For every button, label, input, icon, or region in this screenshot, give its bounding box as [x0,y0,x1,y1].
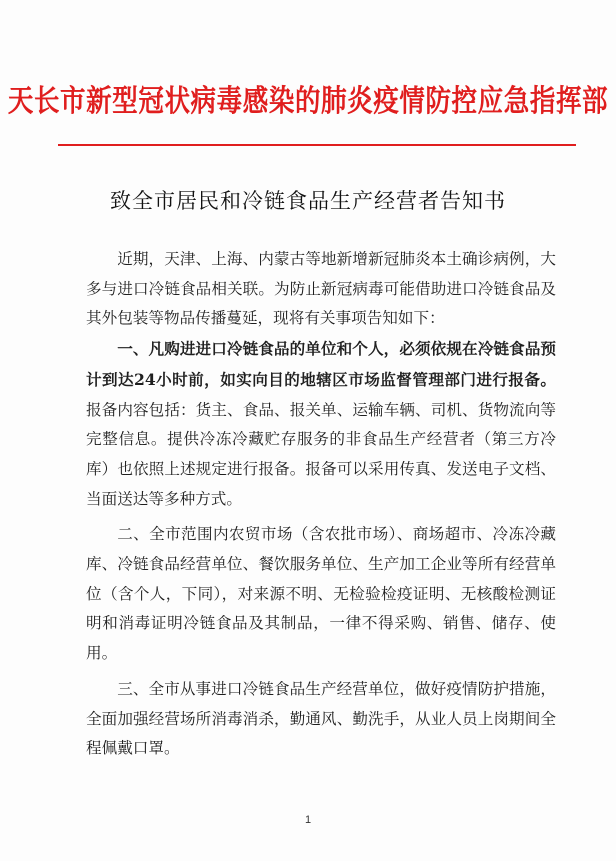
section-2-paragraph: 二、全市范围内农贸市场（含农批市场）、商场超市、冷冻冷藏库、冷链食品经营单位、餐饮服务单位、生产加工企业等所有经营单位（含个人，下同），对来源不明、无检验检疫证明、无核酸检测证明和消毒证明冷链食品及其制品，一律不得采购、销售、储存、使用。 [86,525,556,663]
document-title: 致全市居民和冷链食品生产经营者告知书 [110,189,506,213]
section-1-text: 报备内容包括：货主、食品、报关单、运输车辆、司机、货物流向等完整信息。提供冷冻冷藏贮存服务的非食品生产经营者（第三方冷库）也依照上述规定进行报备。报备可以采用传真、发送电子文档、当面送达等多种方式。 [86,400,556,508]
intro-paragraph: 近期，天津、上海、内蒙古等地新增新冠肺炎本土确诊病例，大多与进口冷链食品相关联。为防止新冠病毒可能借助进口冷链食品及其外包装等物品传播蔓延，现将有关事项告知如下： [86,250,556,328]
document-body [86,245,556,770]
issuing-organization-header: 天长市新型冠状病毒感染的肺炎疫情防控应急指挥部 [7,83,609,120]
page-number: 1 [304,814,312,826]
header-divider [58,144,576,146]
section-3-paragraph: 三、全市从事进口冷链食品生产经营单位，做好疫情防护措施，全面加强经营场所消毒消杀，勤通风、勤洗手，从业人员上岗期间全程佩戴口罩。 [86,679,556,758]
section-1-paragraph [86,334,556,514]
section-1-bold-text: 一、凡购进进口冷链食品的单位和个人，必须依规在冷链食品预计到达24小时前，如实向目的地辖区市场监督管理部门进行报备。 [86,339,556,389]
